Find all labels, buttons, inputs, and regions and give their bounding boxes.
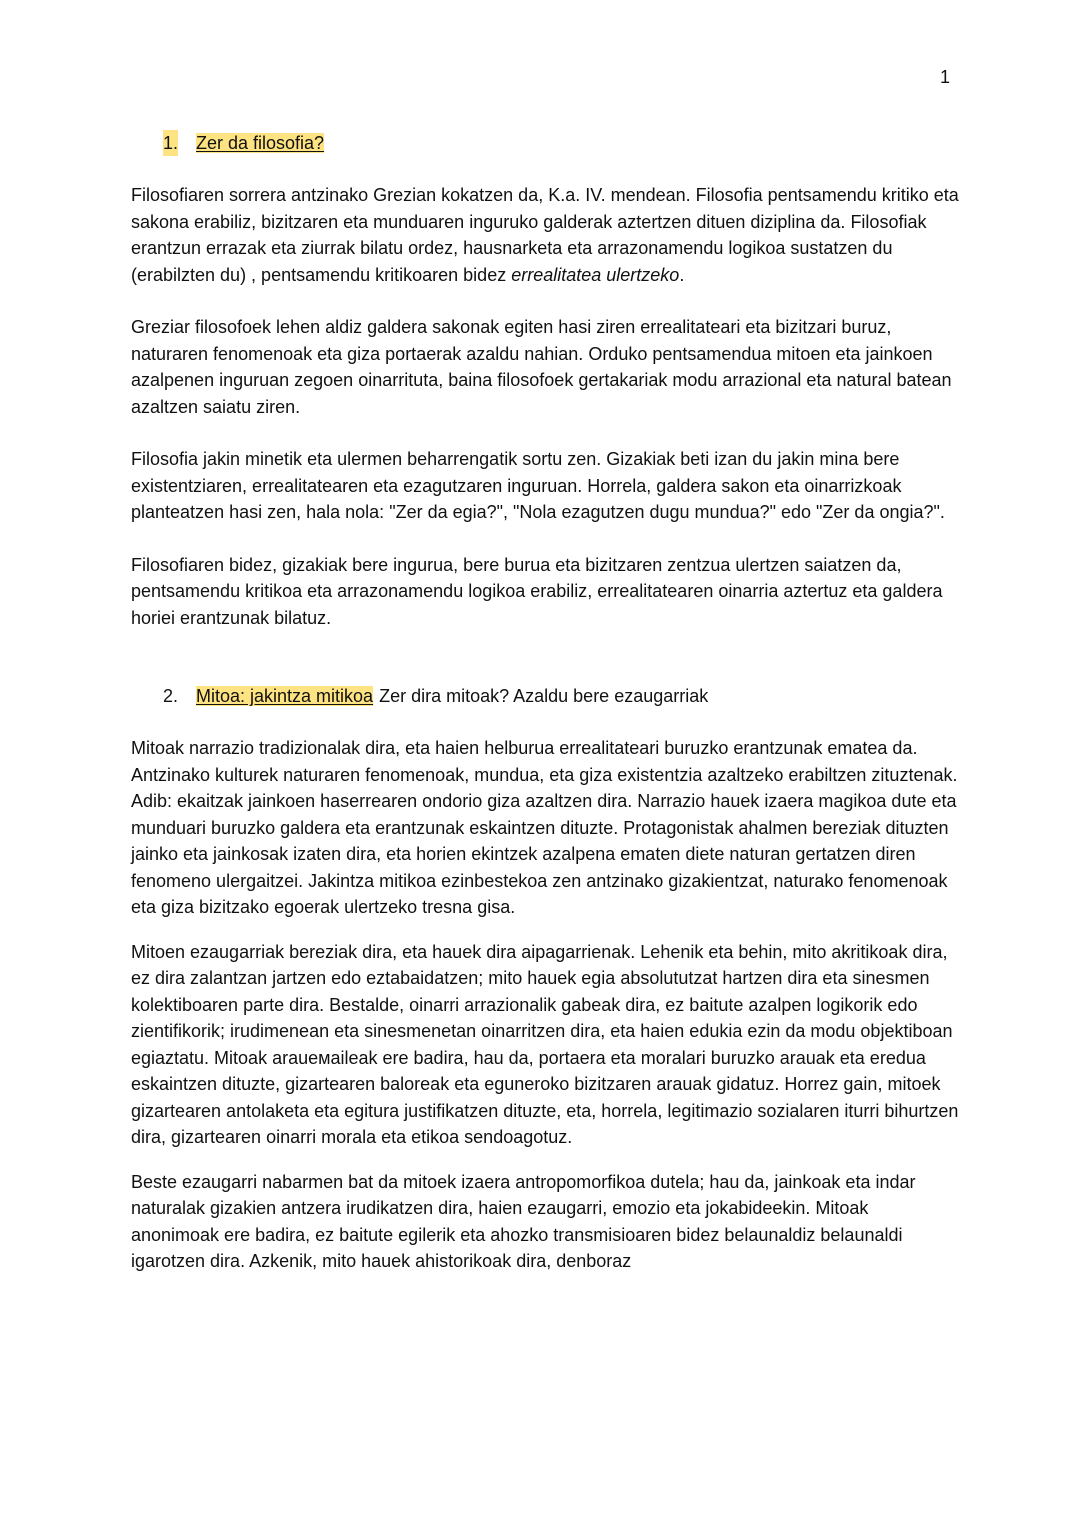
emphasis-text: errealitatea ulertzeko	[511, 264, 680, 285]
section-2-paragraph-3: Beste ezaugarri nabarmen bat da mitoek izaera antropomorfikoa dutela; hau da, jainkoak eta indar naturalak gizakien antzera irudikatzen dira, haien ezaugarri, emozio eta jokabideekin. Mitoak anonimoak ere badira, ez baitute egilerik eta ahozko transmisioaren bidez belaunaldiz belaunaldi igarotzen dira. Azkenik, mito hauek ahistorikoak dira, denboraz	[131, 1171, 916, 1271]
section-2-heading	[131, 683, 961, 709]
document-body	[131, 130, 961, 1275]
section-1-paragraph-4: Filosofiaren bidez, gizakiak bere ingurua, bere burua eta bizitzaren zentzua ulertzen saiatzen da, pentsamendu kritikoa eta arrazonamendu logikoa erabiliz, errealitatearen oinarria aztertuz eta galdera horiei erantzunak bilatuz.	[131, 554, 943, 628]
section-1-title: Zer da filosofia?	[196, 133, 325, 153]
section-1-paragraph-1	[131, 182, 961, 288]
section-2-paragraph-1: Mitoak narrazio tradizionalak dira, eta haien helburua errealitateari buruzko erantzunak ematea da. Antzinako kulturek naturaren fenomenoak, mundua, eta giza existentzia azaltzeko erabiltzen zituztenak. Adib: ekaitzak jainkoen haserrearen ondorio giza azaltzen dira. Narrazio hauek izaera magikoa dute eta munduari buruzko galdera eta erantzunak eskaintzen dituzte. Protagonistak ahalmen bereziak dituzten jainko eta jainkosak izaten dira, eta horien ekintzek azalpena ematen diete naturan gertatzen diren fenomeno ulergaitzei. Jakintza mitikoa ezinbestekoa zen antzinako gizakientzat, naturako fenomenoak eta giza bizitzako egoerak ulertzeko tresna gisa.	[131, 738, 958, 917]
page-number: 1	[939, 67, 950, 87]
section-1-heading	[131, 130, 961, 156]
section-2-subtitle: Zer dira mitoak? Azaldu bere ezaugarriak	[379, 686, 709, 706]
section-1-paragraph-2: Greziar filosofoek lehen aldiz galdera sakonak egiten hasi ziren errealitateari eta bizitzari buruz, naturaren fenomenoak eta giza portaerak azaldu nahian. Orduko pentsamendua mitoen eta jainkoen azalpenen inguruan zegoen oinarrituta, baina filosofoek gertakariak modu arrazional eta natural batean azaltzen saiatu ziren.	[131, 317, 952, 417]
section-2-number: 2.	[163, 686, 179, 706]
section-2-title: Mitoa: jakintza mitikoa	[196, 686, 374, 706]
paragraph-text: Filosofiaren sorrera antzinako Grezian kokatzen da, K.a. IV. mendean. Filosofia pentsamendu kritiko eta sakona erabiliz, bizitzaren eta munduaren inguruko galderak aztertzen dituen diziplina da. Filosofiak erantzun errazak eta ziurrak bilatu ordez, hausnarketa eta arrazonamendu logikoa sustatzen du (erabilzten du) , pentsamendu kritikoaren bidez	[131, 185, 959, 285]
paragraph-end: .	[679, 264, 685, 285]
section-2-paragraph-2: Mitoen ezaugarriak bereziak dira, eta hauek dira aipagarrienak. Lehenik eta behin, mito akritikoak dira, ez dira zalantzan jartzen edo eztabaidatzen; mito hauek egia absolututzat hartzen dira eta sinesmen kolektiboaren parte dira. Bestalde, oinarri arrazionalik gabeak dira, ez baitute azalpen logikorik edo zientifikorik; irudimenean eta sinesmenetan oinarritzen dira, eta haien edukia ezin da modu objektiboan egiaztatu. Mitoak araueмaileak ere badira, hau da, portaera eta moralari buruzko arauak eta eredua eskaintzen dituzte, gizartearen baloreak eta eguneroko bizitzaren arauak gidatuz. Horrez gain, mitoek gizartearen antolaketa eta egitura justifikatzen dituzte, eta, horrela, legitimazio sozialaren iturri bihurtzen dira, gizartearen oinarri morala eta etikoa sendoagotuz.	[131, 941, 959, 1147]
section-1-paragraph-3: Filosofia jakin minetik eta ulermen beharrengatik sortu zen. Gizakiak beti izan du jakin mina bere existentziaren, errealitatearen eta ezagutzaren inguruan. Horrela, galdera sakon eta oinarrizkoak planteatzen hasi zen, hala nola: "Zer da egia?", "Nola ezagutzen dugu mundua?" edo "Zer da ongia?".	[131, 449, 945, 522]
section-1-number: 1.	[163, 130, 178, 156]
